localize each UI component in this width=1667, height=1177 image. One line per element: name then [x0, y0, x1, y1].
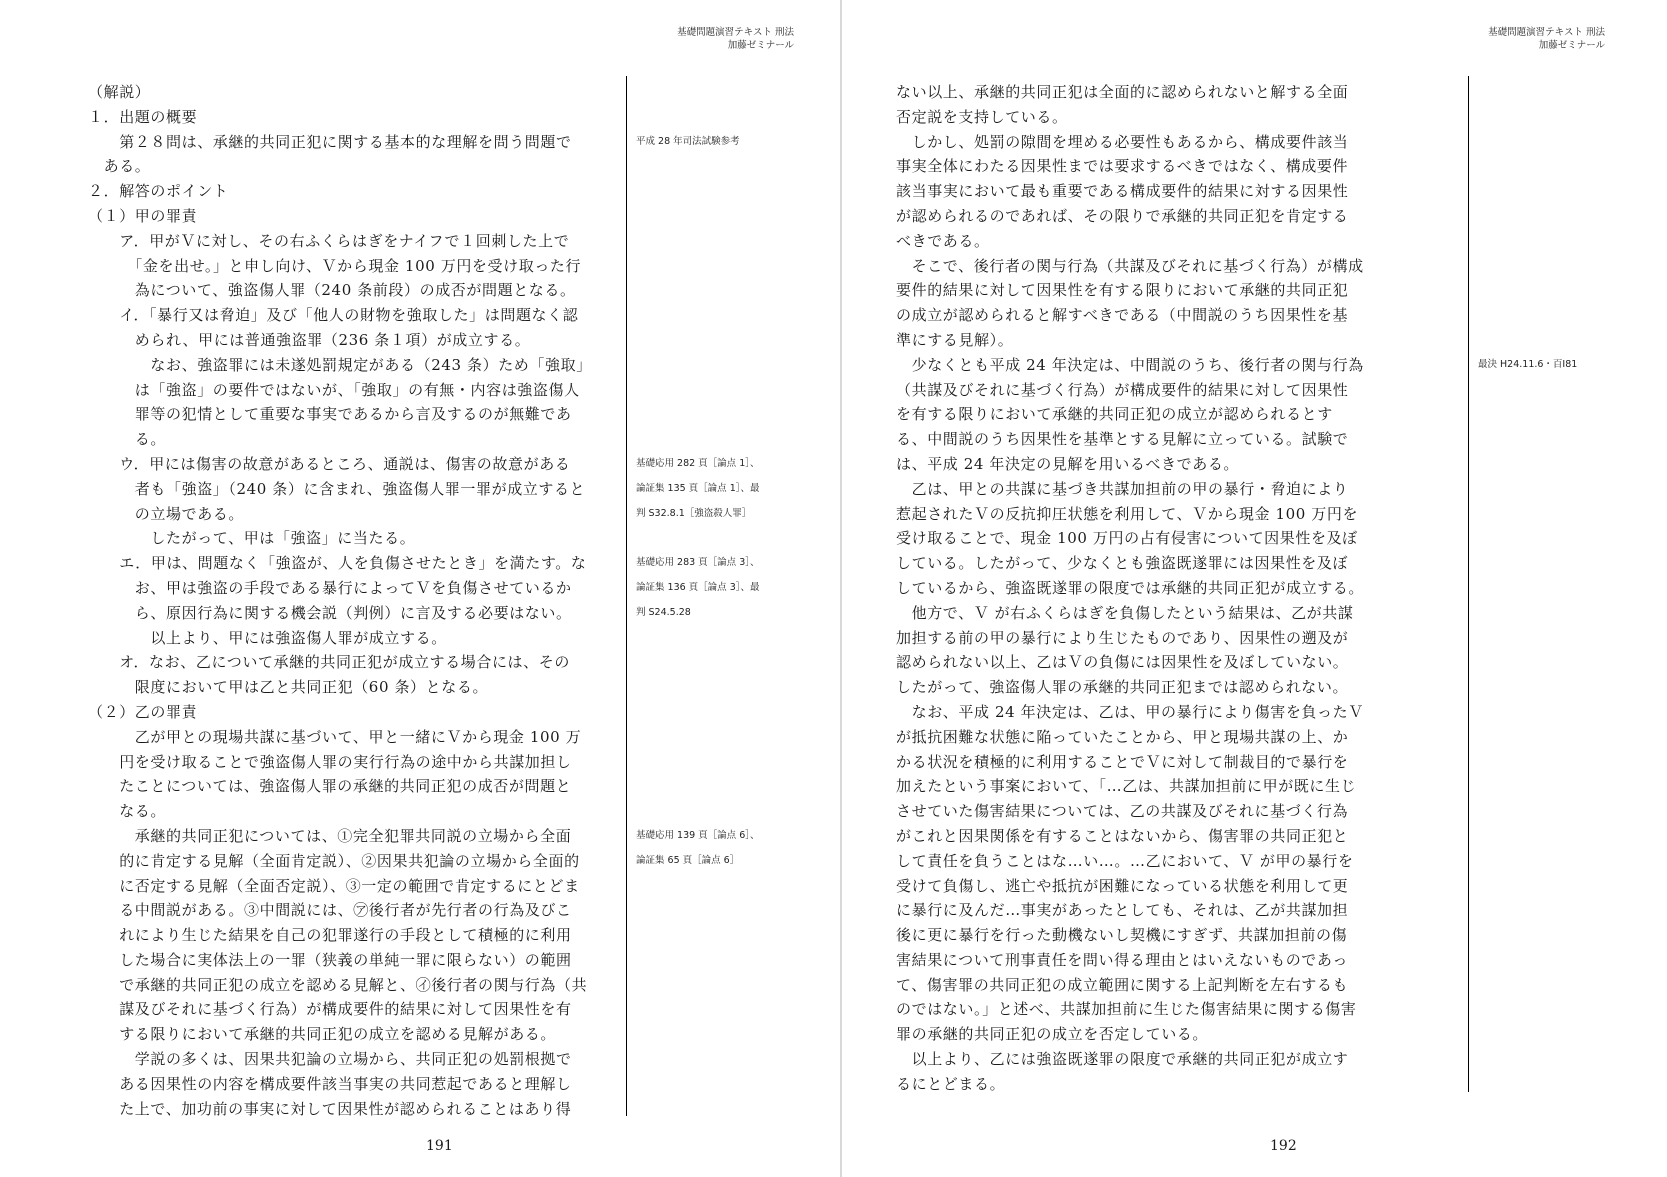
margin-rule: [1468, 76, 1469, 1092]
text-line: しかし、処罰の隙間を埋める必要性もあるから、構成要件該当: [896, 132, 1349, 151]
text-line: オ．なお、乙について承継的共同正犯が成立する場合には、その: [88, 653, 570, 672]
text-line: は「強盗」の要件ではないが、「強取」の有無・内容は強盗傷人: [88, 380, 580, 399]
text-line: ない以上、承継的共同正犯は全面的に認められないと解する全面: [896, 83, 1349, 101]
text-line: に暴行に及んだ…事実があったとしても、それは、乙が共謀加担: [896, 901, 1349, 920]
text-line: た上で、加功前の事実に対して因果性が認められることはあり得: [88, 1099, 572, 1118]
margin-note: 論証集 136 頁［論点 3］、最: [636, 582, 760, 593]
main-text: [88, 80, 618, 1121]
text-line: 学説の多くは、因果共犯論の立場から、共同正犯の処罰根拠で: [88, 1050, 572, 1069]
header-publisher: 加藤ゼミナール: [1538, 40, 1605, 51]
text-line: 限度において甲は乙と共同正犯（60 条）となる。: [88, 678, 489, 697]
text-line: （２）乙の罪責: [88, 702, 198, 721]
text-line: がこれと因果関係を有することはないから、傷害罪の共同正犯と: [896, 826, 1349, 845]
margin-note: 平成 28 年司法試験参考: [636, 135, 740, 147]
text-line: 「金を出せ。」と申し向け、Ｖから現金 100 万円を受け取った行: [88, 256, 582, 275]
text-line: なる。: [88, 802, 167, 821]
header-title: 基礎問題演習テキスト 刑法: [1488, 27, 1605, 38]
text-line: （解説）: [88, 83, 151, 101]
text-line: る中間説がある。③中間説には、㋐後行者が先行者の行為及びこ: [88, 901, 572, 920]
text-line: 認められない以上、乙はＶの負傷には因果性を及ぼしていない。: [896, 653, 1349, 672]
text-line: 要件的結果に対して因果性を有する限りにおいて承継的共同正犯: [896, 281, 1349, 300]
margin-note: 論証集 65 頁［論点 6］: [636, 854, 740, 866]
text-line: そこで、後行者の関与行為（共謀及びそれに基づく行為）が構成: [896, 256, 1364, 275]
text-line: る。: [88, 430, 167, 449]
text-line: したがって、強盗傷人罪の承継的共同正犯までは認められない。: [896, 678, 1349, 697]
text-line: お、甲は強盗の手段である暴行によってＶを負傷させているか: [88, 578, 572, 597]
text-line: イ．「暴行又は脅迫」及び「他人の財物を強取した」は問題なく認: [88, 306, 579, 325]
page-header: [1488, 26, 1605, 52]
text-line: なお、平成 24 年決定は、乙は、甲の暴行により傷害を負ったＶ: [896, 702, 1364, 721]
margin-note: 論証集 135 頁［論点 1］、最: [636, 482, 760, 494]
right-page: [842, 0, 1667, 1177]
text-line: 罪等の犯情として重要な事実であるから言及するのが無難であ: [88, 405, 572, 424]
text-line: エ．甲は、問題なく「強盗が、人を負傷させたとき」を満たす。な: [88, 554, 587, 573]
text-line: ある因果性の内容を構成要件該当事実の共同惹起であると理解し: [88, 1074, 572, 1093]
text-line: 第２８問は、承継的共同正犯に関する基本的な理解を問う問題で: [88, 132, 572, 151]
text-line: 後に更に暴行を行った動機ないし契機にすぎず、共謀加担前の傷: [896, 926, 1348, 945]
page-number: 192: [1270, 1138, 1297, 1154]
text-line: する限りにおいて承継的共同正犯の成立を認める見解がある。: [88, 1025, 557, 1044]
header-publisher: 加藤ゼミナール: [727, 40, 794, 51]
margin-note: 判 S32.8.1［強盗殺人罪］: [636, 507, 752, 519]
text-line: が認められるのであれば、その限りで承継的共同正犯を肯定する: [896, 206, 1349, 225]
text-line: 該当事実において最も重要である構成要件的結果に対する因果性: [896, 182, 1349, 201]
text-line: れにより生じた結果を自己の犯罪遂行の手段として積極的に利用: [88, 926, 572, 945]
text-line: 謀及びそれに基づく行為）が構成要件的結果に対して因果性を有: [88, 1000, 572, 1019]
text-line: たことについては、強盗傷人罪の承継的共同正犯の成否が問題と: [88, 777, 572, 796]
main-text: [896, 80, 1396, 1097]
text-line: 加担する前の甲の暴行により生じたものであり、因果性の遡及が: [896, 628, 1349, 647]
text-line: る、中間説のうち因果性を基準とする見解に立っている。試験で: [896, 430, 1349, 449]
text-line: （１）甲の罪責: [88, 206, 198, 225]
text-line: 準にする見解）。: [896, 330, 1014, 349]
text-line: のではない。」と述べ、共謀加担前に生じた傷害結果に関する傷害: [896, 1000, 1357, 1019]
text-line: 罪の承継的共同正犯の成立を否定している。: [896, 1025, 1209, 1044]
text-line: している。したがって、少なくとも強盗既遂罪には因果性を及ぼ: [896, 554, 1349, 573]
text-line: 以上より、乙には強盗既遂罪の限度で承継的共同正犯が成立す: [896, 1050, 1349, 1069]
text-line: 承継的共同正犯については、①完全犯罪共同説の立場から全面: [88, 826, 572, 845]
margin-note: 判 S24.5.28: [636, 606, 691, 618]
text-line: 惹起されたＶの反抗抑圧状態を利用して、Ｖから現金 100 万円を: [896, 504, 1359, 523]
margin-note: 基礎応用 139 頁［論点 6］、: [636, 830, 760, 841]
text-line: したがって、甲は「強盗」に当たる。: [88, 529, 416, 548]
text-line: （共謀及びそれに基づく行為）が構成要件的結果に対して因果性: [896, 380, 1349, 399]
text-line: 少なくとも平成 24 年決定は、中間説のうち、後行者の関与行為: [896, 355, 1364, 374]
text-line: が抵抗困難な状態に陥っていたことから、甲と現場共謀の上、か: [896, 727, 1349, 746]
text-line: した場合に実体法上の一罪（狭義の単純一罪に限らない）の範囲: [88, 950, 572, 969]
text-line: 乙が甲との現場共謀に基づいて、甲と一緒にＶから現金 100 万: [88, 727, 582, 746]
margin-note: 基礎応用 283 頁［論点 3］、: [636, 557, 760, 569]
text-line: させていた傷害結果については、乙の共謀及びそれに基づく行為: [896, 802, 1349, 821]
text-line: を有する限りにおいて承継的共同正犯の成立が認められるとす: [896, 405, 1333, 424]
text-line: かる状況を積極的に利用することでＶに対して制裁目的で暴行を: [896, 752, 1349, 771]
text-line: 為について、強盗傷人罪（240 条前段）の成否が問題となる。: [88, 281, 576, 300]
text-line: しているから、強盗既遂罪の限度では承継的共同正犯が成立する。: [896, 578, 1365, 597]
text-line: ある。: [88, 157, 151, 176]
text-line: べきである。: [896, 231, 990, 250]
text-line: 受けて負傷し、逃亡や抵抗が困難になっている状態を利用して更: [896, 876, 1349, 895]
text-line: ら、原因行為に関する機会説（判例）に言及する必要はない。: [88, 603, 572, 622]
margin-note: 基礎応用 282 頁［論点 1］、: [636, 458, 760, 469]
text-line: 他方で、Ｖ が右ふくらはぎを負傷したという結果は、乙が共謀: [896, 603, 1354, 622]
header-title: 基礎問題演習テキスト 刑法: [677, 27, 794, 38]
text-line: 事実全体にわたる因果性までは要求するべきではなく、構成要件: [896, 157, 1349, 176]
text-line: 受け取ることで、現金 100 万円の占有侵害について因果性を及ぼ: [896, 529, 1358, 548]
text-line: ア．甲がＶに対し、その右ふくらはぎをナイフで１回刺した上で: [88, 231, 570, 250]
text-line: 害結果について刑事責任を問い得る理由とはいえないものであっ: [896, 950, 1348, 969]
text-line: 加えたという事案において、「…乙は、共謀加担前に甲が既に生じ: [896, 777, 1357, 796]
text-line: て、傷害罪の共同正犯の成立範囲に関する上記判断を左右するも: [896, 975, 1349, 994]
text-line: 的に肯定する見解（全面肯定説）、②因果共犯論の立場から全面的: [88, 851, 580, 870]
text-line: 否定説を支持している。: [896, 107, 1068, 126]
text-line: 以上より、甲には強盗傷人罪が成立する。: [88, 628, 447, 647]
text-line: ２．解答のポイント: [88, 182, 229, 201]
text-line: して責任を負うことはな…い…。…乙において、Ｖ が甲の暴行を: [896, 851, 1354, 870]
text-line: ウ．甲には傷害の故意があるところ、通説は、傷害の故意がある: [88, 454, 571, 473]
text-line: るにとどまる。: [896, 1074, 1006, 1093]
text-line: 乙は、甲との共謀に基づき共謀加担前の甲の暴行・脅迫により: [896, 479, 1349, 498]
text-line: で承継的共同正犯の成立を認める見解と、㋑後行者の関与行為（共: [88, 975, 588, 994]
text-line: 円を受け取ることで強盗傷人罪の実行行為の途中から共謀加担し: [88, 752, 572, 771]
margin-rule: [626, 76, 627, 1116]
text-line: 者も「強盗」（240 条）に含まれ、強盗傷人罪一罪が成立すると: [88, 479, 586, 498]
text-line: １．出題の概要: [88, 107, 198, 126]
text-line: なお、強盗罪には未遂処罰規定がある（243 条）ため「強取」: [88, 355, 592, 374]
page-header: [677, 26, 794, 52]
margin-note: 最決 H24.11.6・百Ⅰ81: [1478, 358, 1578, 370]
text-line: の成立が認められると解すべきである（中間説のうち因果性を基: [896, 306, 1349, 325]
page-number: 191: [426, 1138, 453, 1154]
text-line: に否定する見解（全面否定説）、③一定の範囲で肯定するにとどま: [88, 876, 580, 895]
text-line: は、平成 24 年決定の見解を用いるべきである。: [896, 454, 1240, 473]
text-line: の立場である。: [88, 504, 245, 523]
text-line: められ、甲には普通強盗罪（236 条１項）が成立する。: [88, 330, 531, 349]
